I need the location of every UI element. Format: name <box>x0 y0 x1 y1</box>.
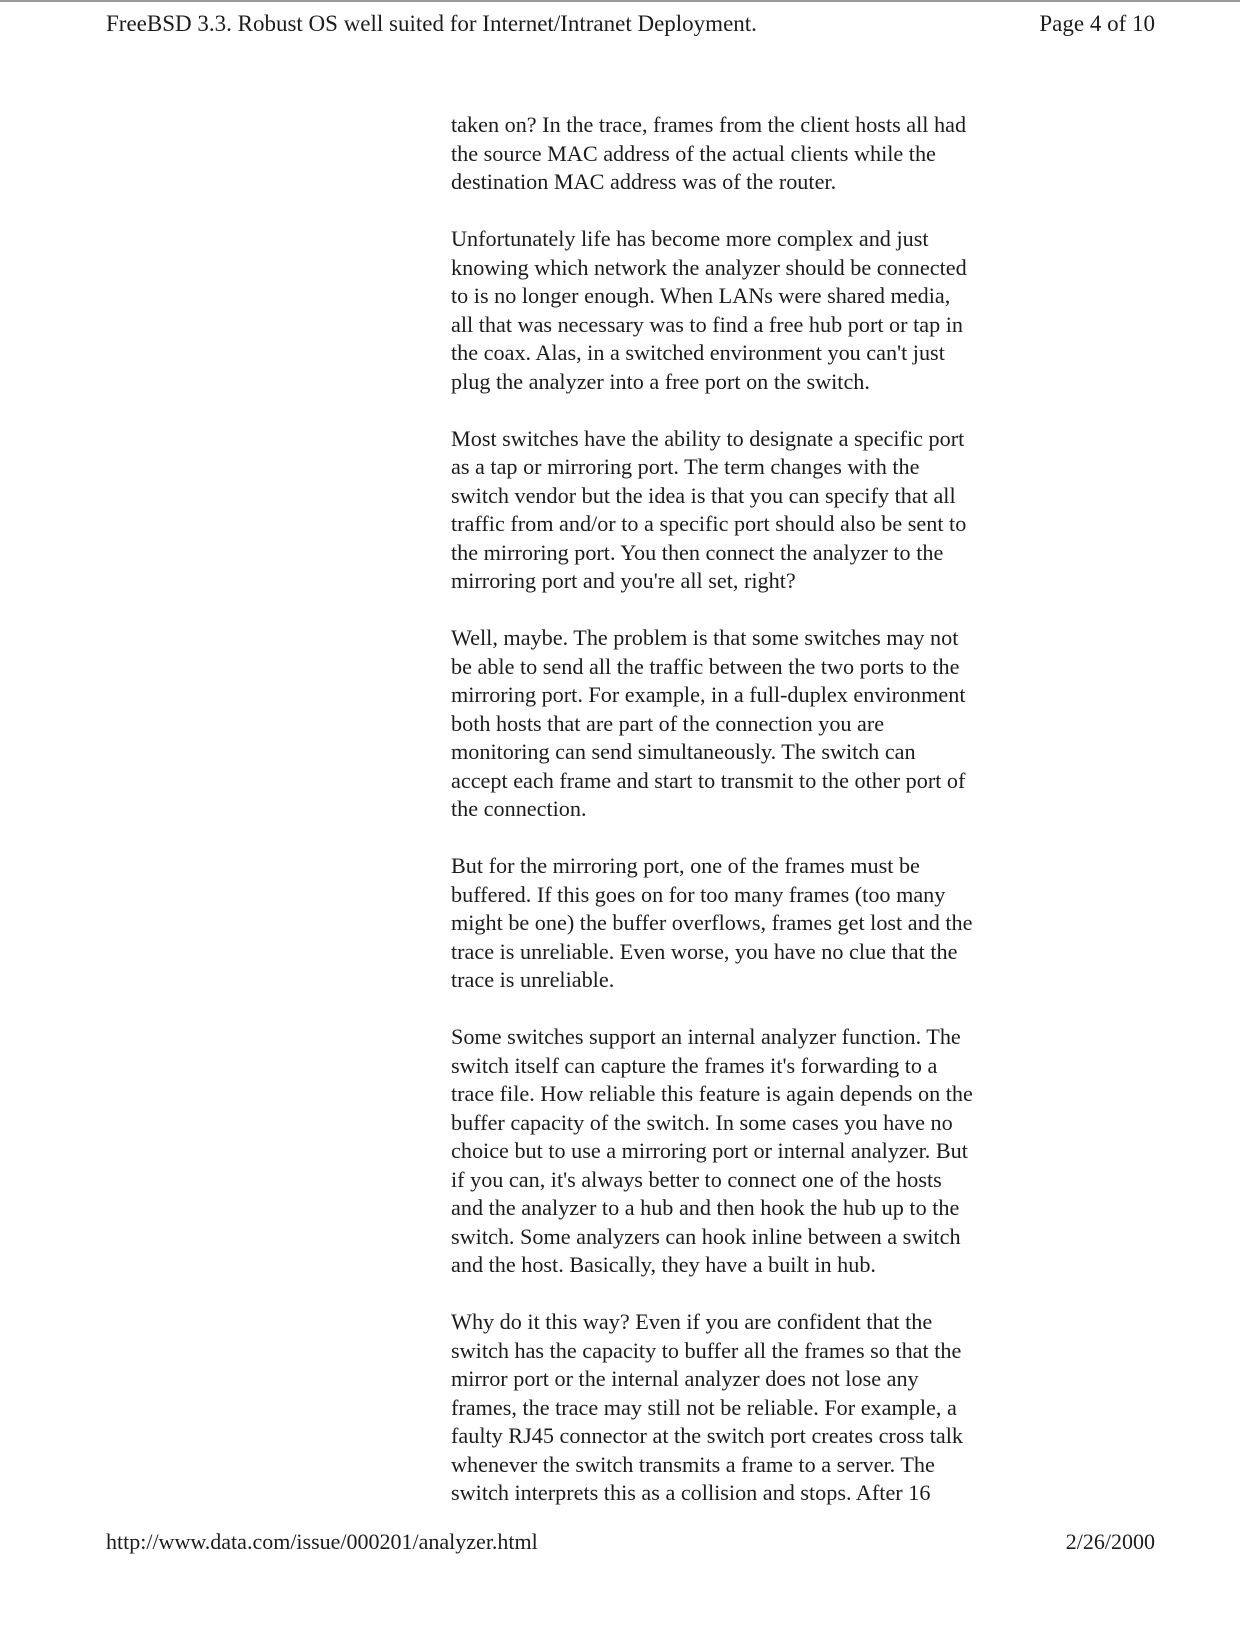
text-line: whenever the switch transmits a frame to a server. The <box>451 1451 935 1477</box>
text-line: faulty RJ45 connector at the switch port creates cross talk <box>451 1423 964 1448</box>
text-line: frames, the trace may still not be reliable. For example, a <box>451 1394 957 1420</box>
text-line: destination MAC address was of the router. <box>451 169 837 194</box>
text-line: Most switches have the ability to designate a specific port <box>451 425 965 451</box>
footer-date: 2/26/2000 <box>1065 1529 1155 1554</box>
text-line: Well, maybe. The problem is that some switches may not <box>451 625 959 650</box>
text-line: the source MAC address of the actual clients while the <box>451 140 936 166</box>
text-line: switch interprets this as a collision and stops. After 16 <box>451 1480 931 1505</box>
paragraph <box>451 852 1051 995</box>
article-body <box>451 111 1051 1536</box>
text-line: plug the analyzer into a free port on the switch. <box>451 368 870 394</box>
text-line: Why do it this way? Even if you are confident that the <box>451 1309 933 1334</box>
paragraph <box>451 111 1051 197</box>
text-line: mirroring port. For example, in a full-duplex environment <box>451 682 966 707</box>
text-line: knowing which network the analyzer should be connected <box>451 254 967 280</box>
text-line: and the host. Basically, they have a built in hub. <box>451 1252 876 1277</box>
text-line: mirror port or the internal analyzer does not lose any <box>451 1366 919 1391</box>
scan-edge <box>0 0 1240 2</box>
text-line: But for the mirroring port, one of the frames must be <box>451 853 920 878</box>
text-line: switch has the capacity to buffer all the frames so that the <box>451 1337 962 1363</box>
page-header-title: FreeBSD 3.3. Robust OS well suited for Internet/Intranet Deployment. <box>106 11 757 36</box>
paragraph <box>451 425 1051 596</box>
text-line: the mirroring port. You then connect the analyzer to the <box>451 539 944 565</box>
paragraph <box>451 624 1051 824</box>
text-line: if you can, it's always better to connect one of the hosts <box>451 1166 942 1192</box>
text-line: switch. Some analyzers can hook inline between a switch <box>451 1223 961 1249</box>
text-line: buffered. If this goes on for too many frames (too many <box>451 881 946 907</box>
text-line: be able to send all the traffic between the two ports to the <box>451 653 960 679</box>
text-line: to is no longer enough. When LANs were shared media, <box>451 283 951 308</box>
text-line: might be one) the buffer overflows, frames get lost and the <box>451 910 973 935</box>
paragraph <box>451 1023 1051 1280</box>
text-line: Some switches support an internal analyzer function. The <box>451 1024 961 1049</box>
text-line: switch vendor but the idea is that you can specify that all <box>451 482 956 508</box>
text-line: as a tap or mirroring port. The term changes with the <box>451 454 920 479</box>
text-line: buffer capacity of the switch. In some cases you have no <box>451 1109 953 1135</box>
text-line: monitoring can send simultaneously. The switch can <box>451 739 916 764</box>
text-line: trace is unreliable. Even worse, you have no clue that the <box>451 938 958 964</box>
text-line: and the analyzer to a hub and then hook the hub up to the <box>451 1195 960 1220</box>
text-line: the coax. Alas, in a switched environment you can't just <box>451 340 945 365</box>
page-number: Page 4 of 10 <box>1039 11 1155 36</box>
text-line: trace is unreliable. <box>451 967 615 992</box>
text-line: all that was necessary was to find a free hub port or tap in <box>451 311 963 337</box>
text-line: accept each frame and start to transmit to the other port of <box>451 767 966 793</box>
text-line: taken on? In the trace, frames from the client hosts all had <box>451 112 967 137</box>
text-line: choice but to use a mirroring port or internal analyzer. But <box>451 1138 968 1163</box>
text-line: Unfortunately life has become more complex and just <box>451 226 929 251</box>
text-line: switch itself can capture the frames it's forwarding to a <box>451 1052 938 1078</box>
paragraph <box>451 225 1051 396</box>
paragraph <box>451 1308 1051 1508</box>
text-line: trace file. How reliable this feature is again depends on the <box>451 1081 973 1106</box>
text-line: traffic from and/or to a specific port should also be sent to <box>451 511 967 536</box>
text-line: both hosts that are part of the connection you are <box>451 710 885 736</box>
footer-url: http://www.data.com/issue/000201/analyzer.html <box>106 1529 538 1554</box>
text-line: mirroring port and you're all set, right? <box>451 568 796 593</box>
text-line: the connection. <box>451 796 587 821</box>
